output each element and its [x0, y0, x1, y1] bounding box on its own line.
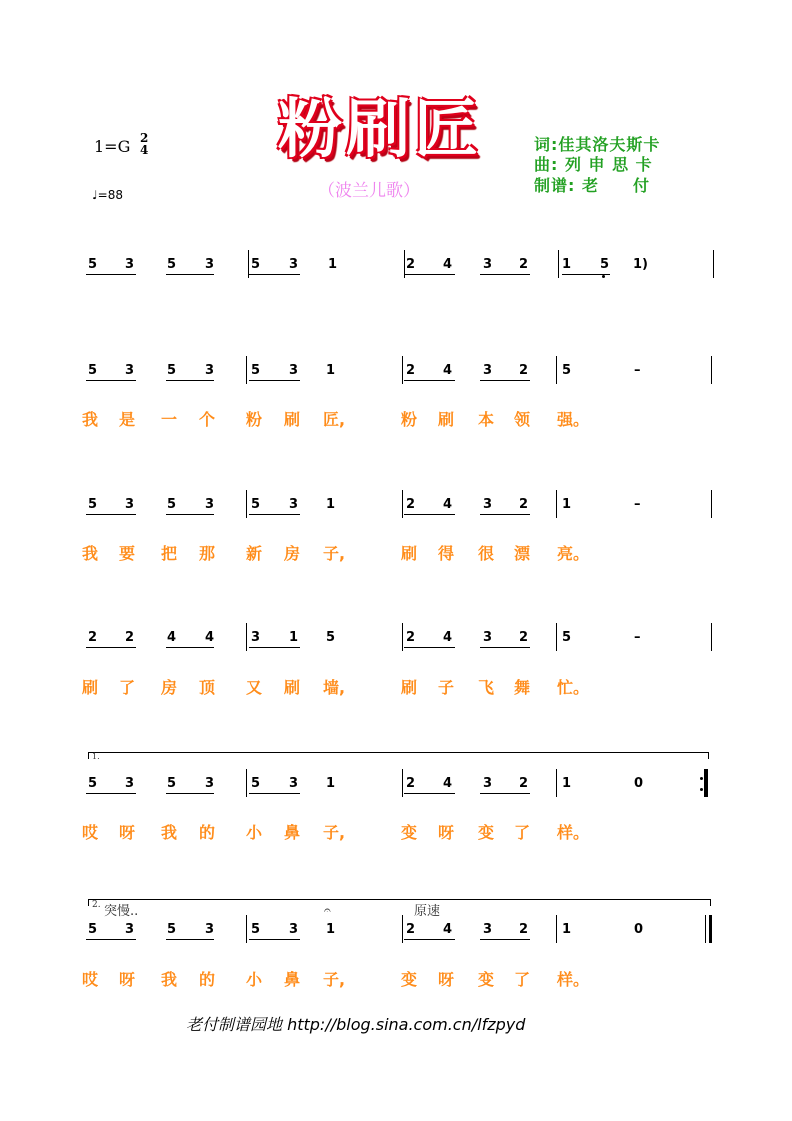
- note: 5: [562, 630, 572, 645]
- note: 1: [562, 257, 572, 272]
- note: 3: [289, 922, 299, 937]
- bar-line: [709, 915, 712, 943]
- note: 4: [167, 630, 177, 645]
- bar-line: [248, 250, 249, 278]
- note: 4: [443, 363, 453, 378]
- beam-line: [404, 514, 455, 515]
- bar-line: [711, 623, 712, 651]
- note: 3: [125, 776, 135, 791]
- note: 5: [326, 630, 336, 645]
- note: 1: [289, 630, 299, 645]
- bar-line: [404, 250, 405, 278]
- note: 4: [205, 630, 215, 645]
- beam-line: [249, 647, 300, 648]
- note: 2: [519, 257, 529, 272]
- note: 3: [205, 922, 215, 937]
- note: 1: [562, 922, 572, 937]
- volta-bracket-1: [88, 752, 709, 759]
- note: 3: [289, 257, 299, 272]
- note: 2: [406, 497, 416, 512]
- lyric-char: 的: [199, 823, 216, 842]
- final-thin-bar: [705, 915, 706, 943]
- beam-line: [480, 939, 530, 940]
- note: –: [634, 363, 641, 378]
- note: 3: [289, 497, 299, 512]
- note: 5: [251, 497, 261, 512]
- volta-label-2: 2.: [92, 900, 101, 910]
- bar-line: [711, 490, 712, 518]
- lyric-char: 子,: [323, 823, 346, 842]
- beam-line: [166, 793, 214, 794]
- bar-line: [402, 356, 403, 384]
- lyric-char: 强。: [557, 410, 590, 429]
- beam-line: [249, 939, 300, 940]
- song-subtitle: （波兰儿歌）: [318, 181, 420, 201]
- lyric-char: 小: [246, 970, 263, 989]
- beam-line: [249, 514, 300, 515]
- beam-line: [166, 647, 214, 648]
- bar-line: [556, 769, 557, 797]
- lyric-char: 刷: [401, 678, 418, 697]
- beam-line: [249, 793, 300, 794]
- note: 5: [251, 363, 261, 378]
- beam-line: [166, 380, 214, 381]
- note: 3: [251, 630, 261, 645]
- beam-line: [480, 380, 530, 381]
- beam-line: [86, 380, 136, 381]
- beam-line: [404, 647, 455, 648]
- note: 1: [562, 497, 572, 512]
- note: 4: [443, 922, 453, 937]
- note: 3: [205, 497, 215, 512]
- note: 2: [88, 630, 98, 645]
- note: 3: [483, 363, 493, 378]
- lyric-char: 呀: [438, 823, 455, 842]
- note: 4: [443, 497, 453, 512]
- octave-dot: [602, 275, 605, 278]
- tempo-marking: ♩=88: [92, 188, 123, 202]
- bar-line: [556, 623, 557, 651]
- bar-line: [556, 490, 557, 518]
- lyric-char: 子,: [323, 970, 346, 989]
- lyric-char: 舞: [514, 678, 531, 697]
- note: –: [634, 497, 641, 512]
- lyric-char: 我: [82, 410, 99, 429]
- note: 2: [125, 630, 135, 645]
- note: 1: [326, 363, 336, 378]
- time-signature-bottom: 4: [140, 143, 149, 157]
- note: 0: [634, 922, 644, 937]
- time-signature-top: 2: [140, 131, 149, 145]
- note: 5: [251, 257, 261, 272]
- credit-lyricist: 词:佳其洛夫斯卡: [534, 135, 661, 154]
- song-title: 粉刷匠: [278, 92, 482, 167]
- note: 2: [519, 497, 529, 512]
- lyric-char: 刷: [284, 410, 301, 429]
- volta-bracket-2: [88, 899, 711, 906]
- lyric-char: 刷: [438, 410, 455, 429]
- lyric-char: 亮。: [557, 544, 590, 563]
- note: 4: [443, 776, 453, 791]
- note: 5: [88, 257, 98, 272]
- lyric-char: 刷: [401, 544, 418, 563]
- beam-line: [480, 647, 530, 648]
- note: 5: [562, 363, 572, 378]
- beam-line: [166, 274, 214, 275]
- lyric-char: 把: [161, 544, 178, 563]
- bar-line: [246, 356, 247, 384]
- note: 3: [483, 776, 493, 791]
- repeat-dot-bottom: [700, 788, 703, 791]
- note: 2: [406, 922, 416, 937]
- lyric-char: 刷: [82, 678, 99, 697]
- note: 1: [562, 776, 572, 791]
- note: 2: [406, 776, 416, 791]
- beam-line: [86, 274, 136, 275]
- note: 2: [406, 257, 416, 272]
- beam-line: [249, 274, 300, 275]
- note: 2: [519, 363, 529, 378]
- bar-line: [558, 250, 559, 278]
- lyric-char: 墙,: [323, 678, 346, 697]
- note: 5: [167, 776, 177, 791]
- lyric-char: 房: [161, 678, 178, 697]
- lyric-char: 刷: [284, 678, 301, 697]
- lyric-char: 变: [478, 970, 495, 989]
- beam-line: [480, 793, 530, 794]
- bar-line: [711, 356, 712, 384]
- lyric-char: 变: [401, 823, 418, 842]
- lyric-char: 一: [161, 410, 178, 429]
- note: 3: [125, 257, 135, 272]
- note: 5: [88, 922, 98, 937]
- beam-line: [86, 793, 136, 794]
- lyric-char: 得: [438, 544, 455, 563]
- lyric-char: 变: [478, 823, 495, 842]
- note: 5: [88, 776, 98, 791]
- bar-line: [713, 250, 714, 278]
- bar-line: [707, 769, 708, 797]
- lyric-char: 呀: [119, 823, 136, 842]
- note: 3: [125, 363, 135, 378]
- lyric-char: 又: [246, 678, 263, 697]
- beam-line: [166, 514, 214, 515]
- lyric-char: 样。: [557, 970, 590, 989]
- lyric-char: 哎: [82, 970, 99, 989]
- note: 3: [205, 363, 215, 378]
- note: 5: [167, 257, 177, 272]
- lyric-char: 很: [478, 544, 495, 563]
- note: 5: [167, 363, 177, 378]
- note: 3: [205, 257, 215, 272]
- note: 3: [289, 776, 299, 791]
- lyric-char: 领: [514, 410, 531, 429]
- note: 5: [88, 363, 98, 378]
- note: 3: [483, 497, 493, 512]
- beam-line: [166, 939, 214, 940]
- lyric-char: 子,: [323, 544, 346, 563]
- lyric-char: 要: [119, 544, 136, 563]
- note: 5: [88, 497, 98, 512]
- lyric-char: 鼻: [284, 823, 301, 842]
- bar-line: [402, 623, 403, 651]
- repeat-dot-top: [700, 777, 703, 780]
- lyric-char: 呀: [438, 970, 455, 989]
- beam-line: [404, 939, 455, 940]
- key-signature: 1=G: [94, 137, 131, 156]
- bar-line: [246, 490, 247, 518]
- beam-line: [249, 380, 300, 381]
- note: 5: [600, 257, 610, 272]
- note: 1: [326, 497, 336, 512]
- lyric-char: 呀: [119, 970, 136, 989]
- bar-line: [246, 915, 247, 943]
- bar-line: [246, 623, 247, 651]
- fermata-sign: 𝄐: [324, 903, 331, 917]
- beam-line: [86, 939, 136, 940]
- note: 5: [251, 922, 261, 937]
- note: 3: [483, 922, 493, 937]
- lyric-char: 小: [246, 823, 263, 842]
- bar-line: [402, 490, 403, 518]
- note: 2: [519, 630, 529, 645]
- lyric-char: 子: [438, 678, 455, 697]
- note: 2: [406, 630, 416, 645]
- note: 3: [205, 776, 215, 791]
- tempo-mark-resume: 原速: [414, 904, 441, 919]
- bar-line: [402, 915, 403, 943]
- note: 5: [167, 497, 177, 512]
- volta-label-1: 1.: [92, 752, 100, 761]
- lyric-char: 我: [161, 823, 178, 842]
- footer-credit: 老付制谱园地 http://blog.sina.com.cn/lfzpyd: [186, 1015, 526, 1034]
- repeat-thick-bar: [704, 769, 707, 797]
- lyric-char: 个: [199, 410, 216, 429]
- bar-line: [556, 915, 557, 943]
- note: 2: [406, 363, 416, 378]
- note: 3: [125, 497, 135, 512]
- lyric-char: 那: [199, 544, 216, 563]
- bar-line: [402, 769, 403, 797]
- note: 4: [443, 257, 453, 272]
- beam-line: [404, 274, 455, 275]
- note: 2: [519, 922, 529, 937]
- lyric-char: 样。: [557, 823, 590, 842]
- note: 0: [634, 776, 644, 791]
- lyric-char: 顶: [199, 678, 216, 697]
- lyric-char: 我: [161, 970, 178, 989]
- beam-line: [404, 380, 455, 381]
- lyric-char: 哎: [82, 823, 99, 842]
- lyric-char: 房: [284, 544, 301, 563]
- lyric-char: 粉: [246, 410, 263, 429]
- note: 3: [289, 363, 299, 378]
- note: 1): [633, 257, 648, 272]
- time-signature: [140, 132, 148, 156]
- bar-line: [246, 769, 247, 797]
- note: –: [634, 630, 641, 645]
- note: 4: [443, 630, 453, 645]
- beam-line: [86, 514, 136, 515]
- tempo-mark-slow: 突慢..: [104, 904, 139, 919]
- lyric-char: 漂: [514, 544, 531, 563]
- note: 1: [328, 257, 338, 272]
- lyric-char: 了: [119, 678, 136, 697]
- lyric-char: 忙。: [557, 678, 590, 697]
- beam-line: [480, 514, 530, 515]
- bar-line: [556, 356, 557, 384]
- note: 3: [483, 257, 493, 272]
- lyric-char: 新: [246, 544, 263, 563]
- note: 1: [326, 776, 336, 791]
- beam-line: [480, 274, 530, 275]
- credit-composer: 曲: 列 申 思 卡: [534, 155, 653, 174]
- note: 5: [167, 922, 177, 937]
- credit-transcriber: 制谱: 老 付: [534, 176, 650, 195]
- note: 2: [519, 776, 529, 791]
- lyric-char: 本: [478, 410, 495, 429]
- lyric-char: 匠,: [323, 410, 346, 429]
- note: 3: [483, 630, 493, 645]
- note: 5: [251, 776, 261, 791]
- beam-line: [404, 793, 455, 794]
- lyric-char: 变: [401, 970, 418, 989]
- lyric-char: 的: [199, 970, 216, 989]
- lyric-char: 飞: [478, 678, 495, 697]
- note: 3: [125, 922, 135, 937]
- lyric-char: 了: [514, 970, 531, 989]
- lyric-char: 粉: [401, 410, 418, 429]
- lyric-char: 鼻: [284, 970, 301, 989]
- lyric-char: 我: [82, 544, 99, 563]
- lyric-char: 了: [514, 823, 531, 842]
- lyric-char: 是: [119, 410, 136, 429]
- beam-line: [86, 647, 136, 648]
- note: 1: [326, 922, 336, 937]
